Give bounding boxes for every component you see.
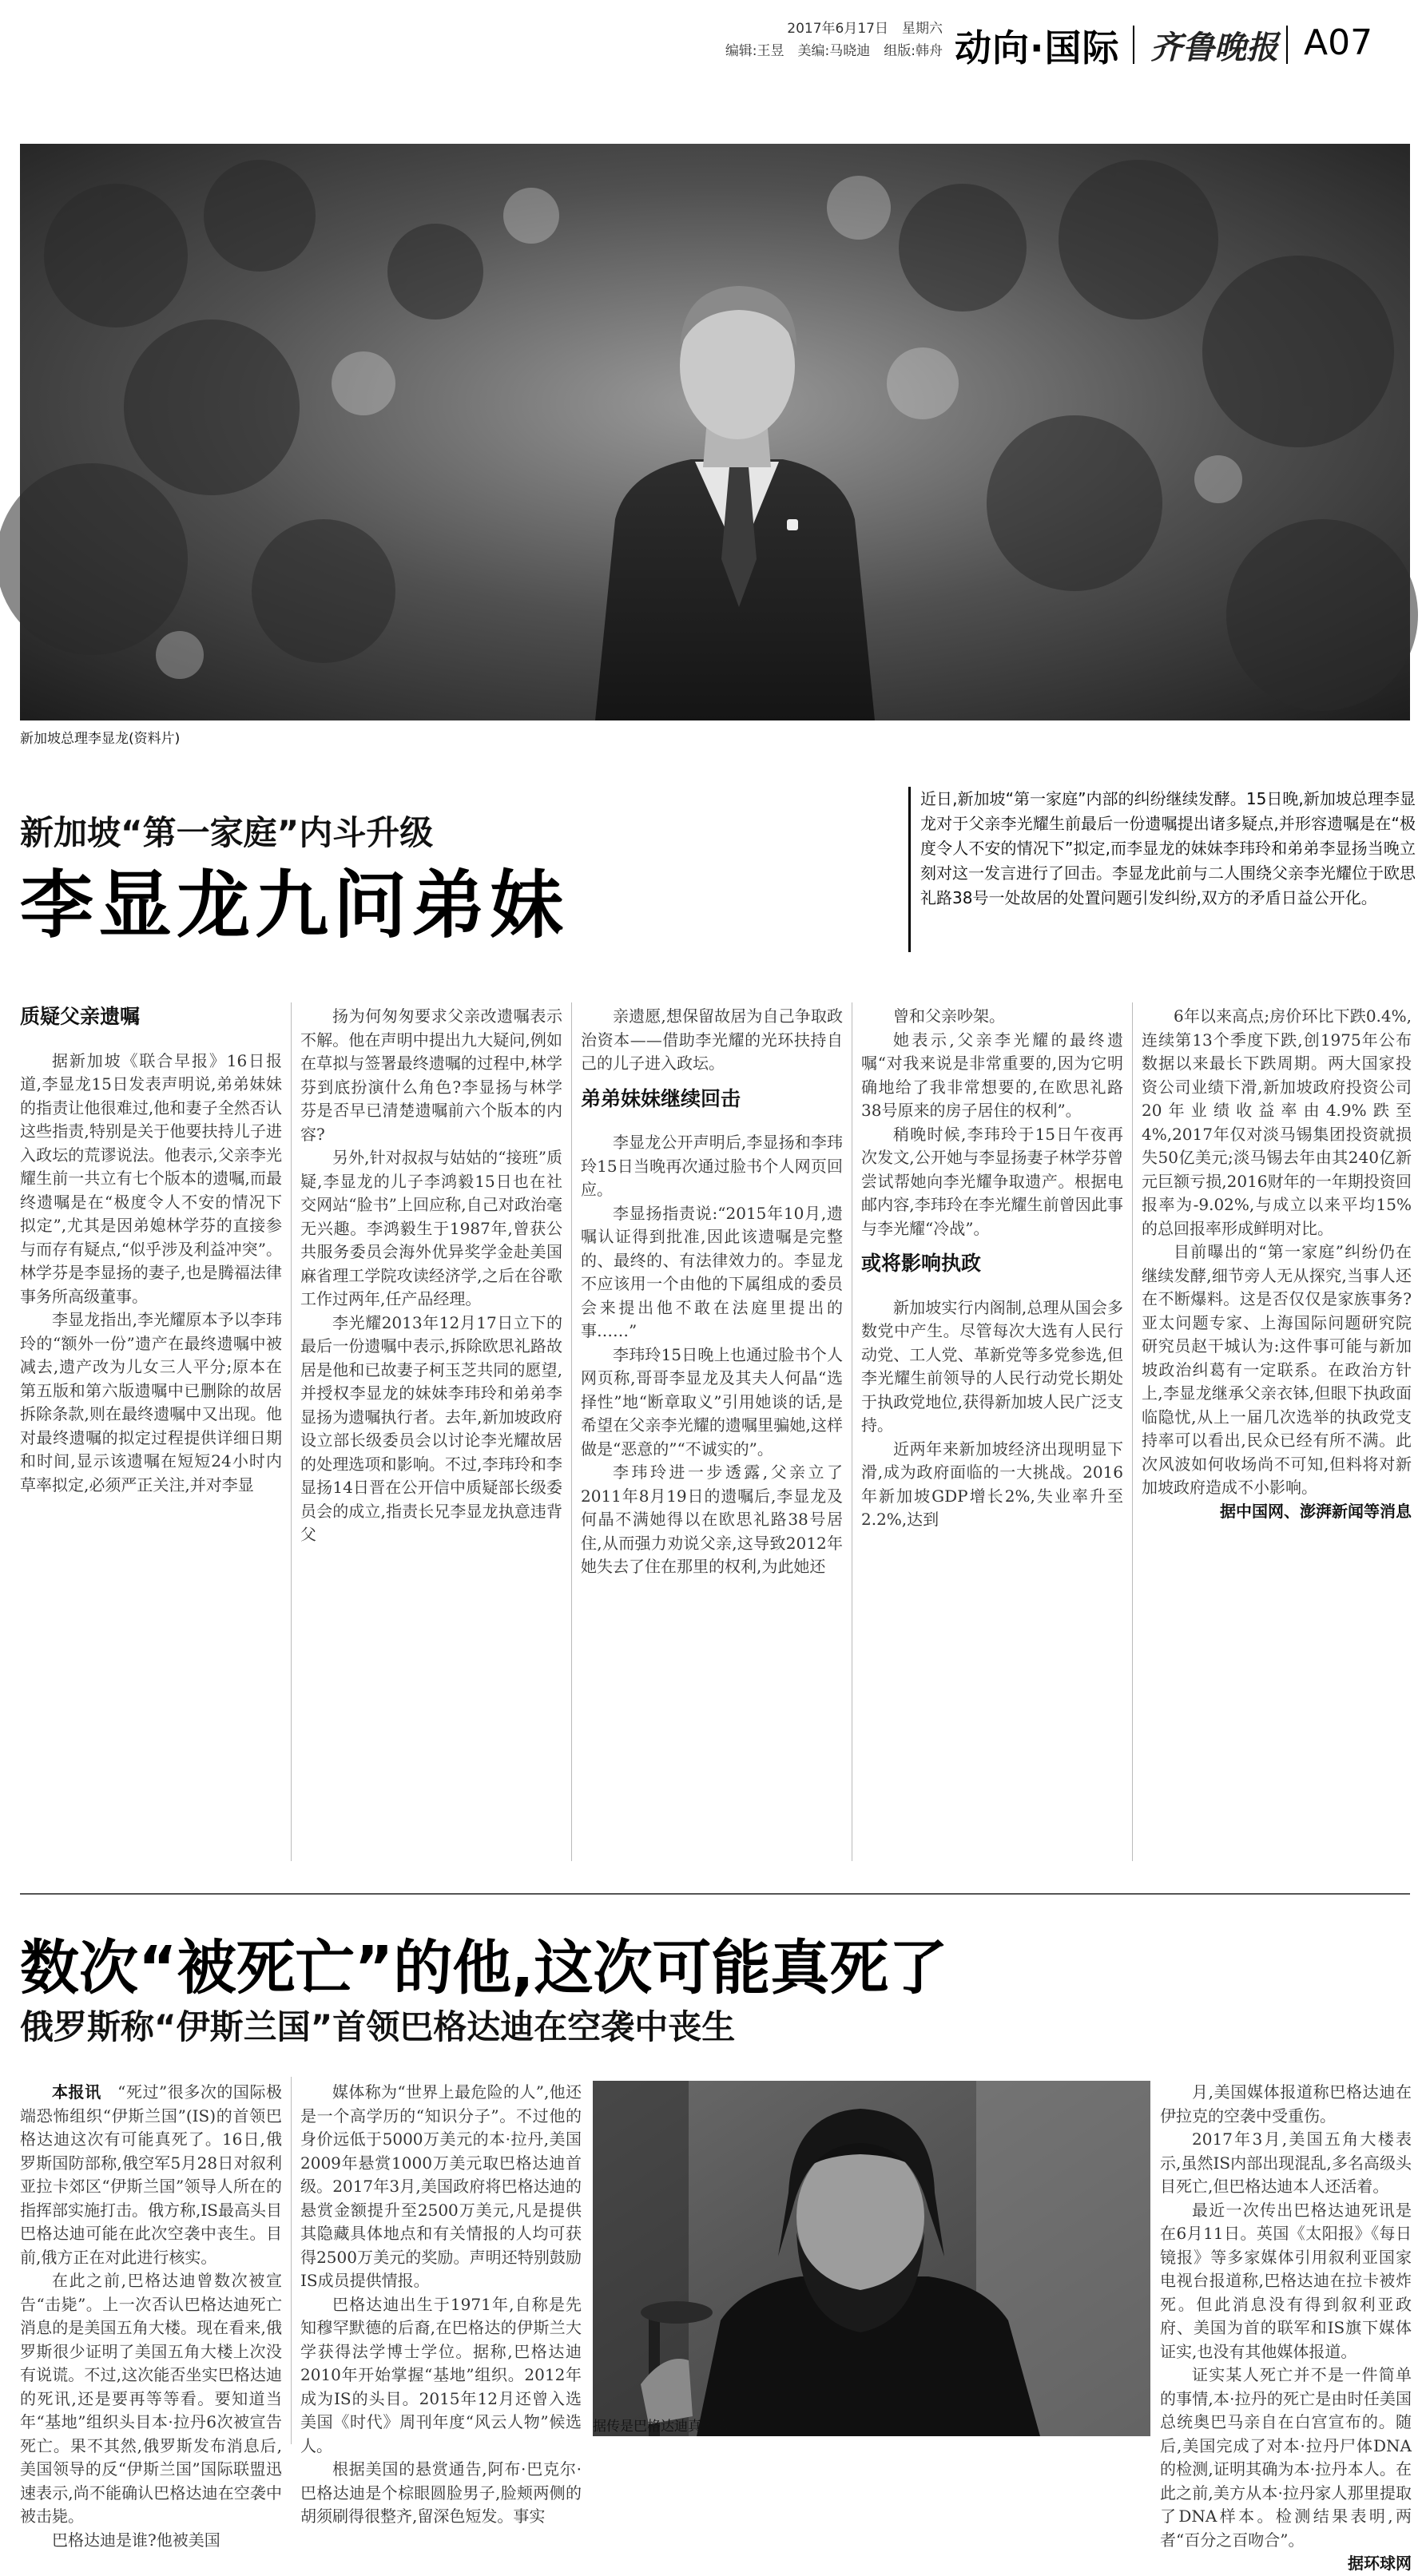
paragraph: 曾和父亲吵架。 xyxy=(893,1006,1005,1026)
paragraph xyxy=(593,2444,864,2445)
paragraph: 李玮玲15日晚上也通过脸书个人网页称,哥哥李显龙及其夫人何晶“选择性”地“断章取义”引用她谈的话,是希望在父亲李光耀的遗嘱里骗她,这样做是“恶意的”“不诚实的”。 xyxy=(581,1344,843,1459)
paragraph: 媒体称为“世界上最危险的人”,他还是一个高学历的“知识分子”。不过他的身价远低于5000万美元的本·拉丹,美国2009年悬赏1000万美元取巴格达迪首级。2017年3月,美国政府将巴格达迪的悬赏金额提升至2500万美元,凡是提供其隐藏具体地点和有关情报的人均可获得2500万美元的奖励。声明还特别鼓励IS成员提供情报。 xyxy=(300,2082,582,2290)
paragraph: 根据美国的悬赏通告,阿布·巴克尔·巴格达迪是个棕眼圆脸男子,脸颊两侧的胡须刷得很整齐,留深色短发。事实 xyxy=(300,2459,582,2526)
story2-hidden-holder xyxy=(593,2081,594,2082)
column-divider xyxy=(291,1002,292,1861)
lead-rule xyxy=(908,787,911,952)
section-title: 动向·国际 xyxy=(955,26,1120,69)
subhead-may-affect-governance: 或将影响执政 xyxy=(861,1252,982,1275)
story1-kicker: 新加坡“第一家庭”内斗升级 xyxy=(20,813,434,852)
paragraph xyxy=(875,2444,1146,2445)
story-separator xyxy=(20,1893,1410,1895)
story2-column-2 xyxy=(300,2081,582,2526)
masthead-divider xyxy=(1133,26,1134,64)
masthead-meta xyxy=(679,18,943,62)
photo-caption-2: 据传是巴格达迪真容的照片。 xyxy=(593,2419,769,2435)
newspaper-logo: 齐鲁晚报 xyxy=(1150,29,1278,66)
story1-column-4 xyxy=(861,1005,1123,1864)
paragraph: 目前曝出的“第一家庭”纠纷仍在继续发酵,细节旁人无从探究,当事人还在不断爆料。这是否仅仅是家族事务?亚太问题专家、上海国际问题研究院研究员赵干城认为:这件事可能与新加坡政治纠葛有一定联系。在政治方针上,李显龙继承父亲衣钵,但眼下执政面临隐忧,从上一届几次选举的执政党支持率可以看出,民众已经有所不满。此次风波如何收场尚不可知,但料将对新加坡政府造成不小影响。 xyxy=(1142,1242,1412,1497)
paragraph: “死过”很多次的国际极端恐怖组织“伊斯兰国”(IS)的首领巴格达迪这次有可能真死了。16日,俄罗斯国防部称,俄空军5月28日对叙利亚拉卡郊区“伊斯兰国”领导人所在的指挥部实施打击。俄方称,IS最高头目巴格达迪可能在此次空袭中丧生。目前,俄方正在对此进行核实。 xyxy=(20,2082,283,2267)
story2-column-under-photo xyxy=(593,2444,864,2445)
paragraph: 巴格达迪是谁?他被美国 xyxy=(52,2530,220,2550)
date-line: 2017年6月17日 星期六 xyxy=(787,21,943,37)
photo-caption: 新加坡总理李显龙(资料片) xyxy=(20,731,181,747)
story2-column-under-photo xyxy=(875,2444,1146,2445)
paragraph: 6年以来高点;房价环比下跌0.4%,连续第13个季度下跌,创1975年公布数据以来最长下跌周期。两大国家投资公司业绩下滑,新加坡政府投资公司20年业绩收益率由4.9%跌至4%,2017年仅对淡马锡集团投资就损失50亿美元;淡马锡去年由其240亿新元巨额亏损,2016财年的一年期投资回报率为-9.02%,与成立以来平均15%的总回报率形成鲜明对比。 xyxy=(1142,1006,1412,1238)
paragraph: 李玮玲进一步透露,父亲立了2011年8月19日的遗嘱后,李显龙及何晶不满她得以在欧思礼路38号居住,从而强力劝说父亲,这导致2012年她失去了住在那里的权利,为此她还 xyxy=(581,1463,843,1576)
story1-column-1 xyxy=(20,1005,282,1864)
paragraph: 近两年来新加坡经济出现明显下滑,成为政府面临的一大挑战。2016年新加坡GDP增长2%,失业率升至2.2%,达到 xyxy=(861,1439,1123,1529)
paragraph: 李显扬指责说:“2015年10月,遗嘱认证得到批准,因此该遗嘱是完整的、最终的、有法律效力的。李显龙不应该用一个由他的下属组成的委员会来提出他不敢在法庭里提出的事……” xyxy=(581,1203,843,1340)
paragraph: 巴格达迪出生于1971年,自称是先知穆罕默德的后裔,在巴格达的伊斯兰大学获得法学博士学位。据称,巴格达迪2010年开始掌握“基地”组织。2012年成为IS的头目。2015年12月还曾入选美国《时代》周刊年度“风云人物”候选人。 xyxy=(300,2294,582,2455)
portrait-illustration xyxy=(20,144,1410,720)
paragraph: 新加坡实行内阁制,总理从国会多数党中产生。尽管每次大选有人民行动党、工人党、革新党等多党参选,但李光耀生前领导的人民行动党长期处于执政党地位,获得新加坡人民广泛支持。 xyxy=(861,1297,1123,1435)
story2-source: 据环球网 xyxy=(1348,2554,1412,2573)
story1-column-5 xyxy=(1142,1005,1412,1864)
column-divider xyxy=(571,1002,572,1861)
story1-source: 据中国网、澎湃新闻等消息 xyxy=(1220,1501,1412,1521)
story1-column-3 xyxy=(581,1005,843,1864)
paragraph: 另外,针对叔叔与姑姑的“接班”质疑,李显龙的儿子李鸿毅15日也在社交网站“脸书”上回应称,自己对政治毫无兴趣。李鸿毅生于1987年,曾获公共服务委员会海外优异奖学金赴美国麻省理工学院攻读经济学,之后在谷歌工作过两年,任产品经理。 xyxy=(300,1148,562,1308)
lee-hsien-loong-photo xyxy=(20,144,1410,720)
story1-lead: 近日,新加坡“第一家庭”内部的纠纷继续发酵。15日晚,新加坡总理李显龙对于父亲李光耀生前最后一份遗嘱提出诸多疑点,并形容遗嘱是在“极度令人不安的情况下”拟定,而李显龙的妹妹李玮玲和弟弟李显扬当晚立刻对这一发言进行了回击。李显龙此前与二人围绕父亲李光耀位于欧思礼路38号一处故居的处置问题引发纠纷,双方的矛盾日益公开化。 xyxy=(920,789,1416,907)
paragraph: 证实某人死亡并不是一件简单的事情,本·拉丹的死亡是由时任美国总统奥巴马亲自在白宫宣布的。随后,美国完成了对本·拉丹尸体DNA的检测,证明其确为本·拉丹本人。在此之前,美方从本·拉丹家人那里提取了DNA样本。检测结果表明,两者“百分之百吻合”。 xyxy=(1160,2365,1412,2550)
story1-column-2 xyxy=(300,1005,562,1864)
paragraph: 亲遗愿,想保留故居为自己争取政治资本——借助李光耀的光环扶持自己的儿子进入政坛。 xyxy=(581,1006,843,1073)
story2-column-5 xyxy=(1160,2081,1412,2573)
byline-tag: 本报讯 xyxy=(52,2082,101,2102)
subhead-siblings-respond: 弟弟妹妹继续回击 xyxy=(581,1086,741,1110)
paragraph: 扬为何匆匆要求父亲改遗嘱表示不解。他在声明中提出九大疑问,例如在草拟与签署最终遗嘱的过程中,林学芬到底扮演什么角色?李显扬与林学芬是否早已清楚遗嘱前六个版本的内容? xyxy=(300,1006,562,1144)
paragraph: 月,美国媒体报道称巴格达迪在伊拉克的空袭中受重伤。 xyxy=(1160,2082,1412,2125)
story2-headline: 数次“被死亡”的他,这次可能真死了 xyxy=(20,1934,948,2002)
paragraph: 在此之前,巴格达迪曾数次被宣告“击毙”。上一次否认巴格达迪死亡消息的是美国五角大楼。现在看来,俄罗斯很少证明了美国五角大楼上次没有说谎。不过,这次能否坐实巴格达迪的死讯,还是要再等等看。要知道当年“基地”组织头目本·拉丹6次被宣告死亡。果不其然,俄罗斯发布消息后,美国领导的反“伊斯兰国”国际联盟迅速表示,尚不能确认巴格达迪在空袭中被击毙。 xyxy=(20,2271,282,2526)
subhead-question-will: 质疑父亲遗嘱 xyxy=(20,1005,141,1028)
staff-line: 编辑:王昱 美编:马晓迪 组版:韩舟 xyxy=(725,43,943,59)
masthead-divider-2 xyxy=(1286,26,1288,64)
baghdadi-illustration xyxy=(593,2081,1150,2436)
paragraph: 她表示,父亲李光耀的最终遗嘱“对我来说是非常重要的,因为它明确地给了我非常想要的,在欧思礼路38号原来的房子居住的权利”。 xyxy=(861,1030,1123,1120)
paragraph: 2017年3月,美国五角大楼表示,虽然IS内部出现混乱,多名高级头目死亡,但巴格达迪本人还活着。 xyxy=(1160,2129,1412,2196)
paragraph: 李显龙公开声明后,李显扬和李玮玲15日当晚再次通过脸书个人网页回应。 xyxy=(581,1133,843,1199)
column-divider xyxy=(291,2077,292,2444)
paragraph: 李光耀2013年12月17日立下的最后一份遗嘱中表示,拆除欧思礼路故居是他和已故妻子柯玉芝共同的愿望,并授权李显龙的妹妹李玮玲和弟弟李显扬为遗嘱执行者。去年,新加坡政府设立部长级委员会以讨论李光耀故居的处理选项和影响。不过,李玮玲和李显扬14日晋在公开信中质疑部长级委员会的成立,指责长兄李显龙执意违背父 xyxy=(300,1312,562,1544)
paragraph: 稍晚时候,李玮玲于15日午夜再次发文,公开她与李显扬妻子林学芬曾尝试帮她向李光耀争取遗产。根据电邮内容,李玮玲在李光耀生前曾因此事与李光耀“冷战”。 xyxy=(861,1124,1123,1238)
column-divider xyxy=(1132,1002,1133,1861)
paragraph: 最近一次传出巴格达迪死讯是在6月11日。英国《太阳报》《每日镜报》等多家媒体引用叙利亚国家电视台报道称,巴格达迪在拉卡被炸死。但此消息没有得到叙利亚政府、美国为首的联军和IS旗下媒体证实,也没有其他媒体报道。 xyxy=(1160,2200,1412,2361)
paragraph: 据新加坡《联合早报》16日报道,李显龙15日发表声明说,弟弟妹妹的指责让他很难过,他和妻子全然否认这些指责,特别是关于他要扶持儿子进入政坛的荒谬说法。他表示,父亲李光耀生前一共立有七个版本的遗嘱,而最终遗嘱是在“极度令人不安的情况下拟定”,尤其是因弟媳林学芬的直接参与而存有疑点,“似乎涉及利益冲突”。林学芬是李显扬的妻子,也是腾福法律事务所高级董事。 xyxy=(20,1050,282,1306)
paragraph: 李显龙指出,李光耀原本予以李玮玲的“额外一份”遗产在最终遗嘱中被减去,遗产改为儿女三人平分;原本在第五版和第六版遗嘱中已删除的故居拆除条款,则在最终遗嘱中又出现。他对最终遗嘱的拟定过程提供详细日期和时间,显示该遗嘱在短短24小时内草率拟定,必须严正关注,并对李显 xyxy=(20,1310,282,1494)
story2-column-1 xyxy=(20,2081,283,2550)
story1-headline: 李显龙九问弟妹 xyxy=(20,863,569,948)
story2-subhead: 俄罗斯称“伊斯兰国”首领巴格达迪在空袭中丧生 xyxy=(20,2007,736,2046)
baghdadi-photo xyxy=(593,2081,1150,2436)
page-number: A07 xyxy=(1304,22,1373,63)
